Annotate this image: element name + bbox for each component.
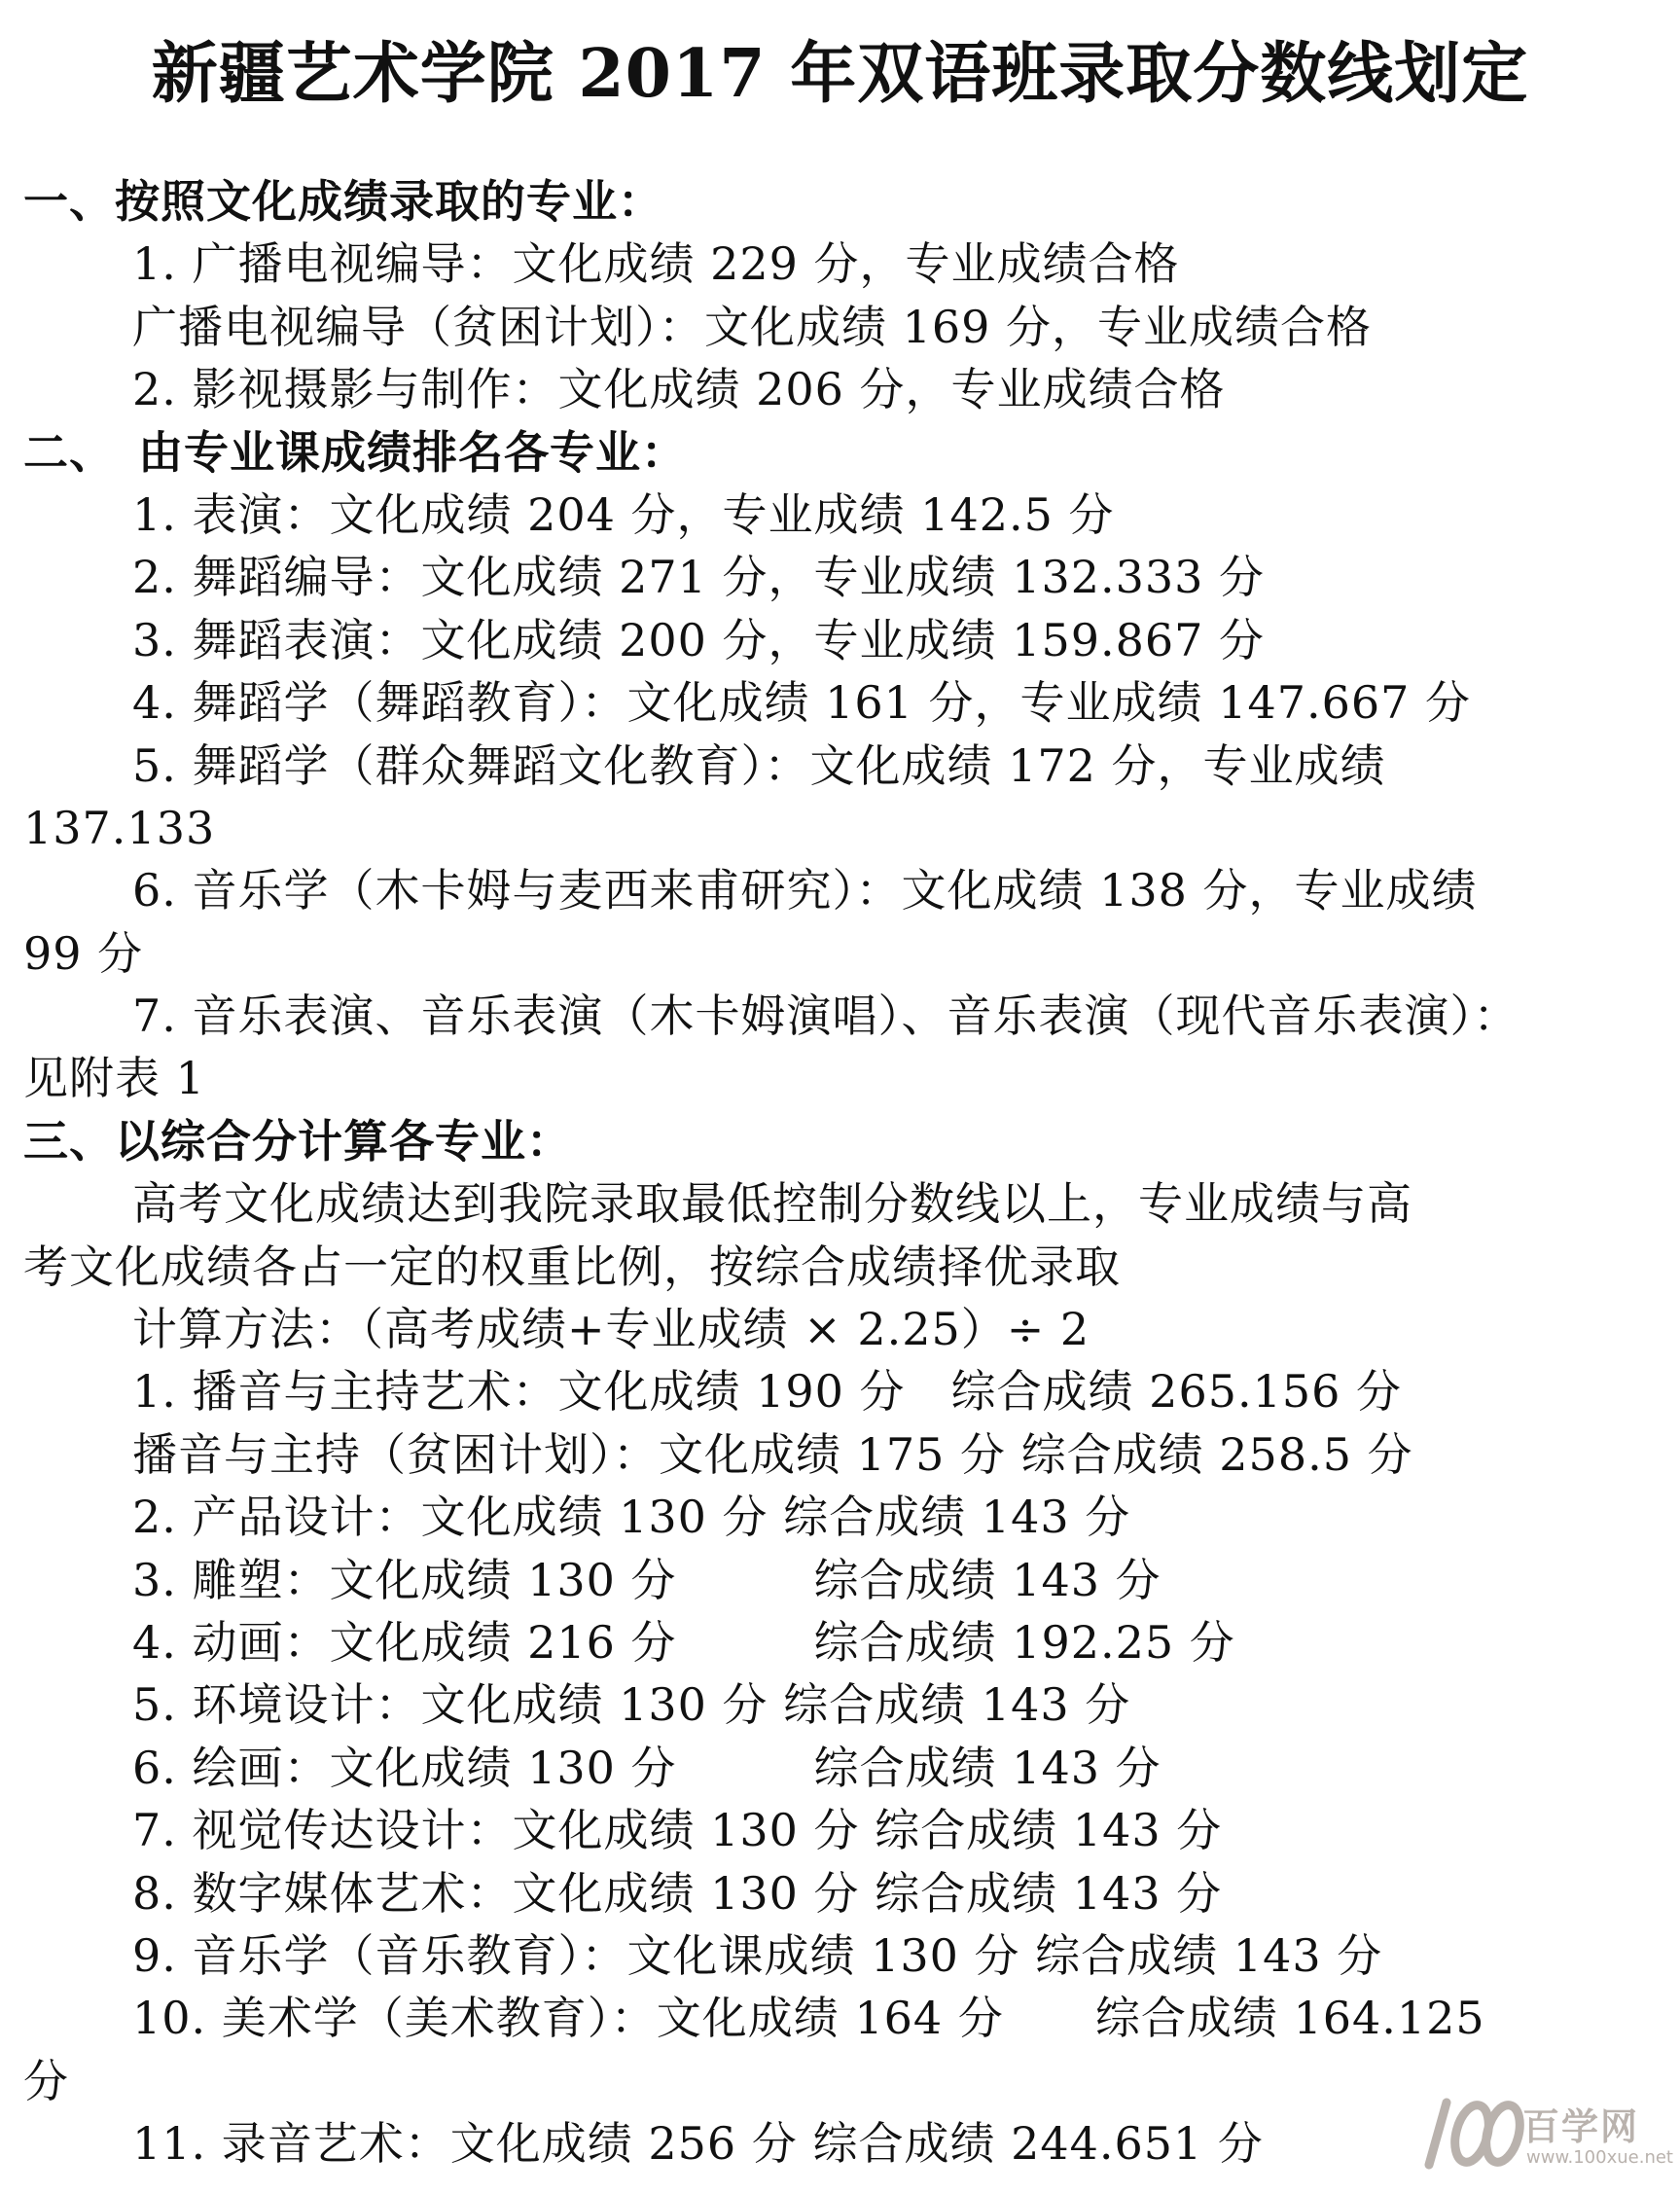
text-line: 6. 绘画：文化成绩 130 分 综合成绩 143 分 bbox=[132, 1741, 1162, 1794]
text-line: 11. 录音艺术：文化成绩 256 分 综合成绩 244.651 分 bbox=[132, 2117, 1264, 2171]
text-line: 2. 产品设计：文化成绩 130 分 综合成绩 143 分 bbox=[132, 1491, 1131, 1544]
watermark-logo-icon bbox=[1417, 2095, 1524, 2173]
text-line: 广播电视编导（贫困计划）：文化成绩 169 分，专业成绩合格 bbox=[132, 300, 1373, 353]
text-line: 5. 舞蹈学（群众舞蹈文化教育）：文化成绩 172 分，专业成绩 bbox=[132, 738, 1386, 792]
text-line: 7. 音乐表演、音乐表演（木卡姆演唱）、音乐表演（现代音乐表演）： bbox=[132, 989, 1519, 1043]
watermark-url: www.100xue.net bbox=[1526, 2147, 1673, 2168]
text-line: 99 分 bbox=[23, 926, 144, 980]
text-line: 137.133 bbox=[23, 801, 216, 854]
page-title: 新疆艺术学院 2017 年双语班录取分数线划定 bbox=[151, 35, 1529, 113]
text-line: 5. 环境设计：文化成绩 130 分 综合成绩 143 分 bbox=[132, 1678, 1131, 1732]
text-line: 3. 舞蹈表演：文化成绩 200 分，专业成绩 159.867 分 bbox=[132, 613, 1266, 666]
section-heading: 一、按照文化成绩录取的专业： bbox=[23, 175, 663, 228]
text-line: 播音与主持（贫困计划）：文化成绩 175 分 综合成绩 258.5 分 bbox=[132, 1427, 1413, 1481]
text-line: 4. 舞蹈学（舞蹈教育）：文化成绩 161 分，专业成绩 147.667 分 bbox=[132, 676, 1472, 730]
section-heading: 三、以综合分计算各专业： bbox=[23, 1114, 572, 1168]
text-line: 2. 舞蹈编导：文化成绩 271 分，专业成绩 132.333 分 bbox=[132, 551, 1266, 604]
text-line: 9. 音乐学（音乐教育）：文化课成绩 130 分 综合成绩 143 分 bbox=[132, 1928, 1383, 1982]
document-body bbox=[23, 170, 1658, 2175]
text-line: 8. 数字媒体艺术：文化成绩 130 分 综合成绩 143 分 bbox=[132, 1866, 1223, 1920]
section-heading: 二、 由专业课成绩排名各专业： bbox=[23, 425, 687, 479]
text-line: 1. 广播电视编导：文化成绩 229 分，专业成绩合格 bbox=[132, 237, 1180, 291]
text-line: 考文化成绩各占一定的权重比例，按综合成绩择优录取 bbox=[23, 1240, 1121, 1293]
text-line: 2. 影视摄影与制作：文化成绩 206 分，专业成绩合格 bbox=[132, 363, 1226, 416]
text-line: 分 bbox=[23, 2054, 69, 2107]
text-line: 见附表 1 bbox=[23, 1052, 205, 1105]
text-line: 7. 视觉传达设计：文化成绩 130 分 综合成绩 143 分 bbox=[132, 1804, 1223, 1857]
text-line: 1. 播音与主持艺术：文化成绩 190 分 综合成绩 265.156 分 bbox=[132, 1365, 1403, 1419]
text-line: 4. 动画：文化成绩 216 分 综合成绩 192.25 分 bbox=[132, 1615, 1235, 1669]
text-line: 10. 美术学（美术教育）：文化成绩 164 分 综合成绩 164.125 bbox=[132, 1992, 1485, 2045]
watermark-logo bbox=[1417, 2093, 1673, 2185]
text-line: 3. 雕塑：文化成绩 130 分 综合成绩 143 分 bbox=[132, 1553, 1162, 1606]
text-line: 6. 音乐学（木卡姆与麦西来甫研究）：文化成绩 138 分，专业成绩 bbox=[132, 864, 1478, 917]
text-line: 1. 表演：文化成绩 204 分，专业成绩 142.5 分 bbox=[132, 487, 1115, 541]
watermark-text: 百学网 bbox=[1522, 2105, 1640, 2148]
text-line: 计算方法：（高考成绩+专业成绩 × 2.25）÷ 2 bbox=[132, 1303, 1090, 1356]
text-line: 高考文化成绩达到我院录取最低控制分数线以上，专业成绩与高 bbox=[132, 1177, 1412, 1231]
